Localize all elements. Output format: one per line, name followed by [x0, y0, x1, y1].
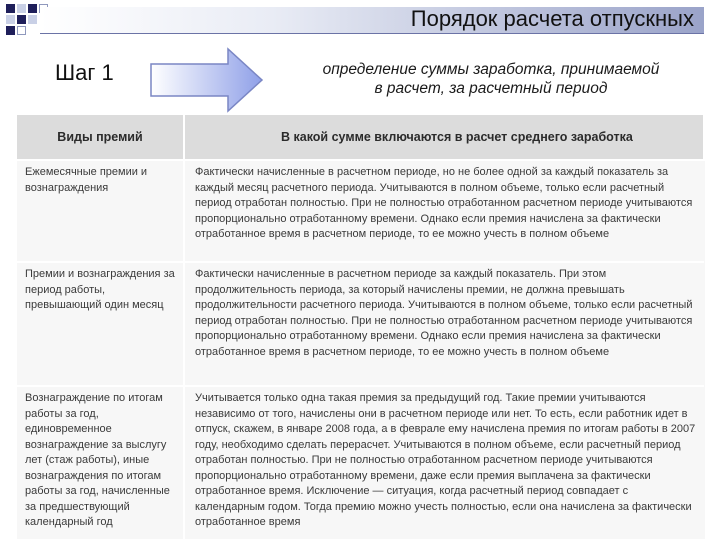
bonus-type-cell: Вознаграждение по итогам работы за год, единовременное вознаграждение за выслугу лет (стаж работы), иные вознаграждения по итогам работы за год, начисленные за предшествующий календарный год — [17, 386, 184, 539]
column-header-inclusion-rule: В какой сумме включаются в расчет среднего заработка — [184, 115, 704, 160]
step-label: Шаг 1 — [55, 60, 114, 85]
inclusion-rule-cell: Фактически начисленные в расчетном периоде за каждый показатель. При этом продолжительность периода, за который начислены премии, не должна превышать продолжительности расчетного периода. Учитываются в полном объеме, только если расчетный период отработан полностью. При не полностью отработанном расчетном периоде учитываются пропорционально отработанному времени. Однако если премия начислена за фактически отработанное время в расчетном периоде, то ее можно учесть в полном объеме — [184, 262, 704, 386]
page-title: Порядок расчета отпускных — [410, 6, 694, 31]
step-definition — [270, 60, 712, 98]
right-arrow-icon — [150, 47, 264, 113]
inclusion-rule-cell: Фактически начисленные в расчетном периоде, но не более одной за каждый показатель за каждый месяц расчетного периода. Учитываются в полном объеме, только если расчетный период отработан полностью. При не полностью отработанном расчетном периоде учитываются пропорционально отработанному времени. Однако если премия начислена за фактически отработанное время в расчетном периоде, то ее можно учесть в полном объеме — [184, 160, 704, 262]
inclusion-rule-cell: Учитывается только одна такая премия за предыдущий год. Такие премии учитываются независимо от того, начислены они в расчетном периоде или нет. То есть, если работник идет в отпуск, скажем, в январе 2008 года, а в феврале ему начислена премия по итогам работы в 2007 году, необходимо сделать перерасчет. Учитываются в полном объеме, если расчетный период отработан полностью. При не полностью отработанном расчетном периоде учитываются пропорционально отработанному времени, даже если премия выплачена за фактически отработанное время. Исключение — ситуация, когда расчетный период совпадает с календарным годом. Тогда премию можно учесть полностью, если она начислена за фактически отработанное время — [184, 386, 704, 539]
table-row — [17, 386, 704, 539]
table-row — [17, 160, 704, 262]
table-row — [17, 262, 704, 386]
definition-line-1: определение суммы заработка, принимаемой — [322, 61, 660, 78]
title-underline — [40, 33, 704, 34]
bonus-type-cell: Ежемесячные премии и вознаграждения — [17, 160, 184, 262]
bonus-table — [17, 115, 705, 539]
bonus-type-cell: Премии и вознаграждения за период работы, превышающий один месяц — [17, 262, 184, 386]
definition-line-2: в расчет, за расчетный период — [374, 80, 608, 97]
column-header-bonus-type: Виды премий — [17, 115, 184, 160]
